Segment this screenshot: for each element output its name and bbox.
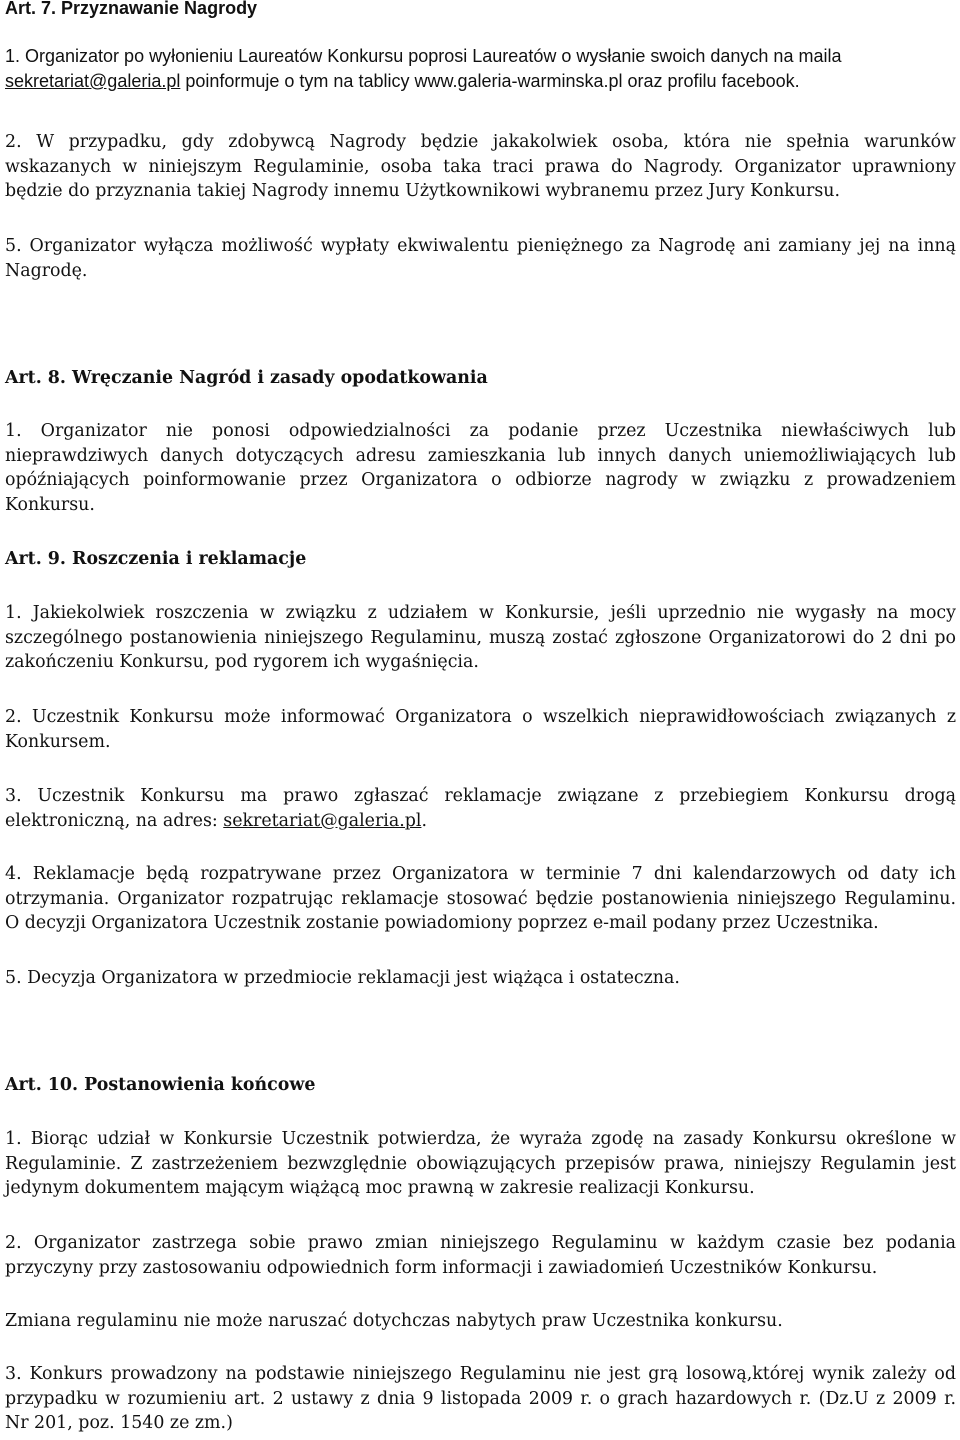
art10-paragraph-3: 3. Konkurs prowadzony na podstawie niniejszego Regulaminu nie jest grą losową,której wynik zależy od przypadku w rozumieniu art. 2 ustawy z dnia 9 listopada 2009 r. o grach hazardowych r. (Dz.U z 2009 r. Nr 201, poz. 1540 ze zm.): [5, 1364, 956, 1433]
email-link[interactable]: sekretariat@galeria.pl: [223, 810, 422, 831]
art10-heading: Art. 10. Postanowienia końcowe: [5, 1075, 316, 1095]
email-link[interactable]: sekretariat@galeria.pl: [5, 71, 181, 91]
art7-paragraph-2: 2. W przypadku, gdy zdobywcą Nagrody będzie jakakolwiek osoba, która nie spełnia warunków wskazanych w niniejszym Regulaminie, osoba taka traci prawa do Nagrody. Organizator uprawniony będzie do przyznania takiej Nagrody innemu Użytkownikowi wybranemu przez Jury Konkursu.: [5, 132, 956, 201]
art9-paragraph-5: 5. Decyzja Organizatora w przedmiocie reklamacji jest wiążąca i ostateczna.: [5, 968, 680, 988]
art7-paragraph-1: [5, 44, 956, 94]
art8-paragraph-1: 1. Organizator nie ponosi odpowiedzialności za podanie przez Uczestnika niewłaściwych lub nieprawdziwych danych dotyczących adresu zamieszkania lub innych danych uniemożliwiających lub opóźniających poinformowanie przez Organizatora o odbiorze nagrody w związku z prowadzeniem Konkursu.: [5, 421, 956, 515]
art9-paragraph-1: 1. Jakiekolwiek roszczenia w związku z udziałem w Konkursie, jeśli uprzednio nie wygasły na mocy szczególnego postanowienia niniejszego Regulaminu, muszą zostać zgłoszone Organizatorowi do 2 dni po zakończeniu Konkursu, pod rygorem ich wygaśnięcia.: [5, 603, 956, 672]
art7-p1-line1: 1. Organizator po wyłonieniu Laureatów Konkursu poprosi Laureatów o wysłanie swoich danych na maila: [5, 46, 842, 66]
art9-heading: Art. 9. Roszczenia i reklamacje: [5, 549, 307, 569]
art9-paragraph-3: 3. Uczestnik Konkursu ma prawo zgłaszać reklamacje związane z przebiegiem Konkursu drogą elektroniczną, na adres: sekretariat@galeria.pl.: [5, 786, 956, 831]
art7-p1-line2: sekretariat@galeria.pl poinformuje o tym na tablicy www.galeria-warminska.pl oraz profilu facebook.: [5, 71, 800, 91]
art7-paragraph-5: 5. Organizator wyłącza możliwość wypłaty ekwiwalentu pieniężnego za Nagrodę ani zamiany jej na inną Nagrodę.: [5, 236, 956, 281]
art10-paragraph-2b: Zmiana regulaminu nie może naruszać dotychczas nabytych praw Uczestnika konkursu.: [5, 1311, 783, 1331]
art10-paragraph-1: 1. Biorąc udział w Konkursie Uczestnik potwierdza, że wyraża zgodę na zasady Konkursu określone w Regulaminie. Z zastrzeżeniem bezwzględnie obowiązujących przepisów prawa, niniejszy Regulamin jest jedynym dokumentem mającym wiążącą moc prawną w zakresie realizacji Konkursu.: [5, 1129, 956, 1198]
art10-paragraph-2: 2. Organizator zastrzega sobie prawo zmian niniejszego Regulaminu w każdym czasie bez podania przyczyny przy zastosowaniu odpowiednich form informacji i zawiadomień Uczestników Konkursu.: [5, 1233, 956, 1278]
art7-heading: Art. 7. Przyznawanie Nagrody: [5, 0, 258, 18]
art8-heading: Art. 8. Wręczanie Nagród i zasady opodatkowania: [5, 368, 488, 388]
art9-paragraph-4: 4. Reklamacje będą rozpatrywane przez Organizatora w terminie 7 dni kalendarzowych od daty ich otrzymania. Organizator rozpatrując reklamacje stosować będzie postanowienia niniejszego Regulaminu. O decyzji Organizatora Uczestnik zostanie powiadomiony poprzez e-mail podany przez Uczestnika.: [5, 864, 956, 933]
art9-paragraph-2: 2. Uczestnik Konkursu może informować Organizatora o wszelkich nieprawidłowościach związanych z Konkursem.: [5, 707, 956, 752]
